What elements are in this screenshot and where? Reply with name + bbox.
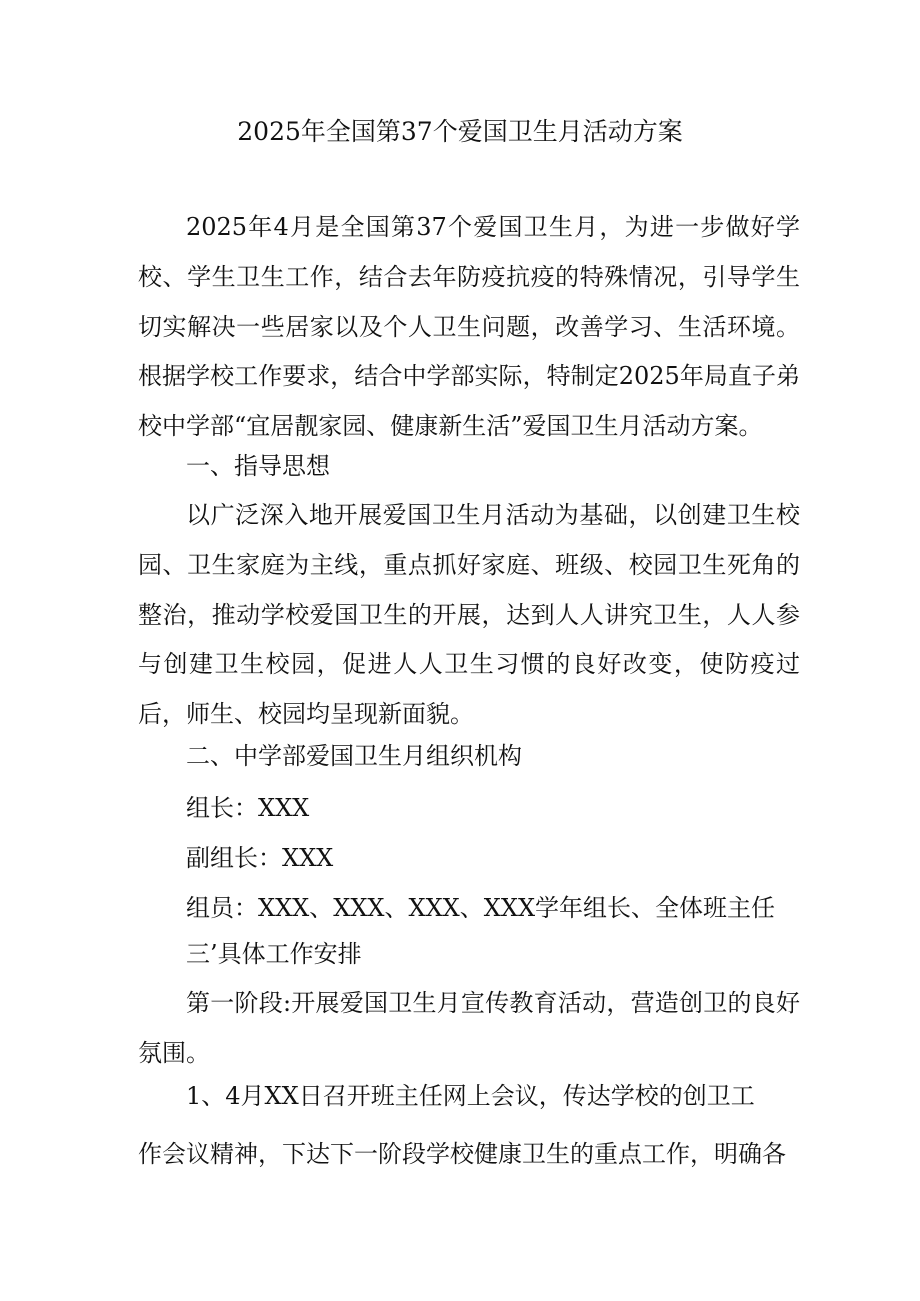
item-one-line-two: 作会议精神，下达下一阶段学校健康卫生的重点工作，明确各: [138, 1140, 786, 1168]
leader-line: 组长：XXX: [186, 794, 310, 822]
section-heading-work-arrangement: 三’具体工作安排: [186, 940, 362, 968]
document-title: 2025年全国第37个爱国卫生月活动方案: [237, 117, 683, 146]
section-heading-guiding-ideology: 一、指导思想: [186, 452, 330, 480]
item-one-line-one: 1、4月XX日召开班主任网上会议，传达学校的创卫工: [186, 1082, 755, 1110]
members-line: 组员：XXX、XXX、XXX、XXX学年组长、全体班主任: [186, 894, 776, 922]
section-heading-organization: 二、中学部爱国卫生月组织机构: [186, 742, 522, 770]
stage-one-paragraph: 第一阶段:开展爱国卫生月宣传教育活动，营造创卫的良好氛围。: [138, 989, 800, 1067]
intro-paragraph: 2025年4月是全国第37个爱国卫生月，为进一步做好学校、学生卫生工作，结合去年防疫抗疫的特殊情况，引导学生切实解决一些居家以及个人卫生问题，改善学习、生活环境。根据学校工作要求，结合中学部实际，特制定2025年局直子弟校中学部“宜居靓家园、健康新生活”爱国卫生月活动方案。: [138, 213, 800, 441]
guiding-ideology-paragraph: 以广泛深入地开展爱国卫生月活动为基础，以创建卫生校园、卫生家庭为主线，重点抓好家庭、班级、校园卫生死角的整治，推动学校爱国卫生的开展，达到人人讲究卫生，人人参与创建卫生校园，促进人人卫生习惯的良好改变，使防疫过后，师生、校园均呈现新面貌。: [138, 501, 800, 729]
deputy-leader-line: 副组长：XXX: [186, 844, 334, 872]
